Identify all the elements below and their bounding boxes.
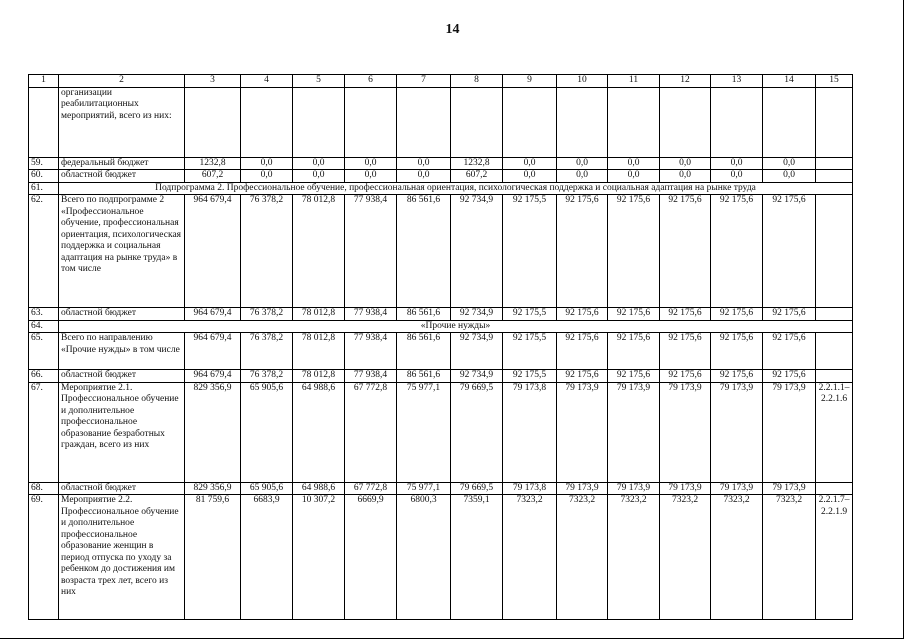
- header-row: [29, 75, 853, 88]
- value-cell: 79 173,9: [660, 482, 711, 495]
- column-header: 4: [241, 75, 293, 88]
- column-header: 9: [503, 75, 557, 88]
- value-cell: 0,0: [608, 170, 660, 183]
- value-cell: 86 561,6: [397, 308, 451, 321]
- value-cell: 75 977,1: [397, 482, 451, 495]
- value-cell: 7323,2: [711, 495, 763, 620]
- value-cell: [397, 87, 451, 157]
- value-cell: 77 938,4: [345, 333, 397, 370]
- value-cell: 7323,2: [660, 495, 711, 620]
- value-cell: 65 905,6: [241, 482, 293, 495]
- value-cell: 78 012,8: [293, 308, 345, 321]
- value-cell: 7323,2: [557, 495, 608, 620]
- value-cell: 67 772,8: [345, 382, 397, 482]
- value-cell: 67 772,8: [345, 482, 397, 495]
- column-header: 15: [816, 75, 853, 88]
- row-number: 63.: [29, 308, 59, 321]
- table-row: [29, 170, 853, 183]
- row-number: 68.: [29, 482, 59, 495]
- row-name: организации реабилитационных мероприятий, всего из них:: [59, 87, 185, 157]
- row-number: 67.: [29, 382, 59, 482]
- column-header: 6: [345, 75, 397, 88]
- value-cell: 79 173,9: [763, 482, 816, 495]
- value-cell: 64 988,6: [293, 382, 345, 482]
- value-cell: 92 175,5: [503, 333, 557, 370]
- column-header: 5: [293, 75, 345, 88]
- value-cell: 78 012,8: [293, 370, 345, 383]
- value-cell: 92 175,6: [763, 333, 816, 370]
- value-cell: [293, 87, 345, 157]
- column-header: 1: [29, 75, 59, 88]
- value-cell: 92 175,6: [763, 308, 816, 321]
- value-cell: 1232,8: [451, 157, 503, 170]
- table-row: [29, 87, 853, 157]
- value-cell: 0,0: [397, 170, 451, 183]
- value-cell: 79 173,9: [608, 482, 660, 495]
- section-heading: «Прочие нужды»: [59, 320, 853, 333]
- value-cell: 65 905,6: [241, 382, 293, 482]
- value-cell: 92 175,6: [660, 308, 711, 321]
- value-cell: [503, 87, 557, 157]
- value-cell: 77 938,4: [345, 370, 397, 383]
- value-cell: 6683,9: [241, 495, 293, 620]
- value-cell: 79 173,9: [608, 382, 660, 482]
- reference-cell: [816, 170, 853, 183]
- column-header: 13: [711, 75, 763, 88]
- table-row: [29, 382, 853, 482]
- value-cell: 964 679,4: [185, 195, 241, 308]
- table-row: [29, 482, 853, 495]
- value-cell: 86 561,6: [397, 195, 451, 308]
- value-cell: 79 173,9: [711, 482, 763, 495]
- row-name: Мероприятие 2.2. Профессиональное обучение и дополнительное профессиональное образование женщин в период отпуска по уходу за ребенком до достижения им возраста трех лет, всего из них: [59, 495, 185, 620]
- row-name: Мероприятие 2.1. Профессиональное обучение и дополнительное профессиональное образование безработных граждан, всего из них: [59, 382, 185, 482]
- value-cell: 10 307,2: [293, 495, 345, 620]
- value-cell: 79 173,9: [711, 382, 763, 482]
- value-cell: 829 356,9: [185, 482, 241, 495]
- value-cell: 92 175,6: [557, 195, 608, 308]
- value-cell: 829 356,9: [185, 382, 241, 482]
- row-name: областной бюджет: [59, 308, 185, 321]
- value-cell: 7359,1: [451, 495, 503, 620]
- table-row: [29, 495, 853, 620]
- value-cell: 64 988,6: [293, 482, 345, 495]
- row-number: 62.: [29, 195, 59, 308]
- value-cell: 92 175,6: [711, 195, 763, 308]
- value-cell: 92 175,6: [608, 308, 660, 321]
- reference-cell: [816, 157, 853, 170]
- value-cell: 0,0: [763, 157, 816, 170]
- column-header: 3: [185, 75, 241, 88]
- table-row: [29, 333, 853, 370]
- value-cell: [345, 87, 397, 157]
- value-cell: [185, 87, 241, 157]
- value-cell: 79 173,8: [503, 382, 557, 482]
- column-header: 11: [608, 75, 660, 88]
- column-header: 12: [660, 75, 711, 88]
- value-cell: 92 175,6: [557, 333, 608, 370]
- value-cell: 92 175,6: [557, 308, 608, 321]
- value-cell: 0,0: [557, 157, 608, 170]
- value-cell: 0,0: [241, 170, 293, 183]
- value-cell: 77 938,4: [345, 308, 397, 321]
- value-cell: 76 378,2: [241, 333, 293, 370]
- row-number: 60.: [29, 170, 59, 183]
- row-name: областной бюджет: [59, 370, 185, 383]
- value-cell: 92 734,9: [451, 370, 503, 383]
- value-cell: 607,2: [451, 170, 503, 183]
- value-cell: 92 175,6: [763, 370, 816, 383]
- value-cell: [608, 87, 660, 157]
- value-cell: 75 977,1: [397, 382, 451, 482]
- value-cell: 0,0: [293, 170, 345, 183]
- value-cell: 0,0: [503, 170, 557, 183]
- row-number: 69.: [29, 495, 59, 620]
- row-name: Всего по подпрограмме 2 «Профессиональное обучение, профессиональная ориентация, психологическая поддержка и социальная адаптация на рынке труда» в том числе: [59, 195, 185, 308]
- value-cell: 0,0: [711, 170, 763, 183]
- value-cell: 79 669,5: [451, 382, 503, 482]
- reference-cell: [816, 308, 853, 321]
- value-cell: 0,0: [345, 157, 397, 170]
- table-row: [29, 157, 853, 170]
- row-name: областной бюджет: [59, 170, 185, 183]
- value-cell: 92 175,6: [711, 308, 763, 321]
- budget-table: [28, 74, 853, 620]
- value-cell: 0,0: [503, 157, 557, 170]
- value-cell: 0,0: [345, 170, 397, 183]
- value-cell: 0,0: [241, 157, 293, 170]
- row-number: 66.: [29, 370, 59, 383]
- value-cell: 78 012,8: [293, 195, 345, 308]
- section-heading: Подпрограмма 2. Профессиональное обучение, профессиональная ориентация, психологическая поддержка и социальная адаптация на рынке труда: [59, 182, 853, 195]
- value-cell: 92 175,5: [503, 308, 557, 321]
- reference-cell: [816, 370, 853, 383]
- value-cell: [711, 87, 763, 157]
- value-cell: 964 679,4: [185, 308, 241, 321]
- value-cell: 92 175,6: [660, 333, 711, 370]
- value-cell: 92 175,5: [503, 195, 557, 308]
- value-cell: 0,0: [660, 170, 711, 183]
- value-cell: [451, 87, 503, 157]
- row-number: 64.: [29, 320, 59, 333]
- value-cell: 964 679,4: [185, 333, 241, 370]
- row-name: Всего по направлению «Прочие нужды» в том числе: [59, 333, 185, 370]
- value-cell: 92 734,9: [451, 308, 503, 321]
- value-cell: 76 378,2: [241, 195, 293, 308]
- value-cell: 77 938,4: [345, 195, 397, 308]
- table-row: [29, 320, 853, 333]
- value-cell: 79 173,9: [557, 382, 608, 482]
- reference-cell: 2.2.1.7–2.2.1.9: [816, 495, 853, 620]
- value-cell: 964 679,4: [185, 370, 241, 383]
- value-cell: 6800,3: [397, 495, 451, 620]
- value-cell: [763, 87, 816, 157]
- value-cell: 0,0: [293, 157, 345, 170]
- value-cell: 81 759,6: [185, 495, 241, 620]
- value-cell: 92 734,9: [451, 195, 503, 308]
- row-number: 59.: [29, 157, 59, 170]
- value-cell: 79 173,9: [557, 482, 608, 495]
- value-cell: [557, 87, 608, 157]
- row-name: областной бюджет: [59, 482, 185, 495]
- value-cell: 79 669,5: [451, 482, 503, 495]
- value-cell: 7323,2: [763, 495, 816, 620]
- value-cell: 1232,8: [185, 157, 241, 170]
- row-number: 65.: [29, 333, 59, 370]
- value-cell: 86 561,6: [397, 370, 451, 383]
- reference-cell: [816, 482, 853, 495]
- table-row: [29, 182, 853, 195]
- column-header: 2: [59, 75, 185, 88]
- table-row: [29, 308, 853, 321]
- value-cell: 79 173,8: [503, 482, 557, 495]
- value-cell: 92 175,5: [503, 370, 557, 383]
- value-cell: [241, 87, 293, 157]
- value-cell: 6669,9: [345, 495, 397, 620]
- value-cell: 92 734,9: [451, 333, 503, 370]
- value-cell: 7323,2: [503, 495, 557, 620]
- value-cell: 79 173,9: [763, 382, 816, 482]
- value-cell: 0,0: [397, 157, 451, 170]
- value-cell: 92 175,6: [660, 370, 711, 383]
- value-cell: 86 561,6: [397, 333, 451, 370]
- value-cell: 92 175,6: [557, 370, 608, 383]
- reference-cell: [816, 333, 853, 370]
- reference-cell: 2.2.1.1–2.2.1.6: [816, 382, 853, 482]
- value-cell: 92 175,6: [608, 370, 660, 383]
- value-cell: 76 378,2: [241, 370, 293, 383]
- value-cell: [660, 87, 711, 157]
- row-number: [29, 87, 59, 157]
- value-cell: 7323,2: [608, 495, 660, 620]
- value-cell: 76 378,2: [241, 308, 293, 321]
- value-cell: 78 012,8: [293, 333, 345, 370]
- value-cell: 92 175,6: [608, 333, 660, 370]
- row-name: федеральный бюджет: [59, 157, 185, 170]
- reference-cell: [816, 87, 853, 157]
- value-cell: 0,0: [711, 157, 763, 170]
- value-cell: 92 175,6: [608, 195, 660, 308]
- value-cell: 92 175,6: [763, 195, 816, 308]
- value-cell: 92 175,6: [660, 195, 711, 308]
- page-number: 14: [445, 22, 460, 37]
- column-header: 8: [451, 75, 503, 88]
- value-cell: 79 173,9: [660, 382, 711, 482]
- column-header: 10: [557, 75, 608, 88]
- value-cell: 0,0: [763, 170, 816, 183]
- column-header: 14: [763, 75, 816, 88]
- value-cell: 92 175,6: [711, 370, 763, 383]
- value-cell: 0,0: [557, 170, 608, 183]
- table-row: [29, 370, 853, 383]
- value-cell: 607,2: [185, 170, 241, 183]
- reference-cell: [816, 195, 853, 308]
- value-cell: 0,0: [608, 157, 660, 170]
- row-number: 61.: [29, 182, 59, 195]
- table-row: [29, 195, 853, 308]
- value-cell: 0,0: [660, 157, 711, 170]
- column-header: 7: [397, 75, 451, 88]
- value-cell: 92 175,6: [711, 333, 763, 370]
